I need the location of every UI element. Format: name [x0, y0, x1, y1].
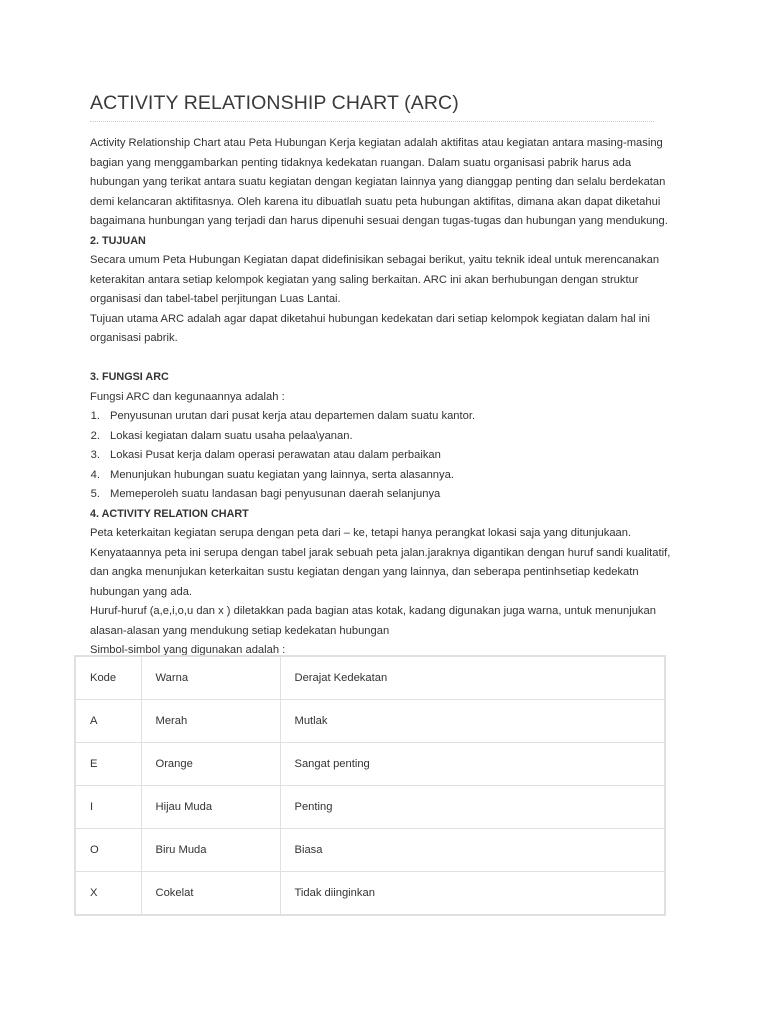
- arc-paragraph-2: Kenyataannya peta ini serupa dengan tabel jarak sebuah peta jalan.jaraknya digantikan dengan huruf sandi kualitatif, dan angka menunjukan keterkaitan sustu kegiatan dengan yang lainnya, dan seberapa pentinhsetiap kedekatn hubungan yang ada.: [90, 546, 671, 598]
- list-item: [90, 466, 680, 486]
- symbol-table: [74, 655, 666, 916]
- header-kode: Kode: [75, 656, 141, 700]
- spacer: [90, 349, 680, 369]
- cell-warna: Cokelat: [141, 872, 280, 916]
- cell-warna: Hijau Muda: [141, 786, 280, 829]
- arc-paragraph-4: Simbol-simbol yang digunakan adalah :: [90, 644, 286, 656]
- cell-derajat: Tidak diinginkan: [280, 872, 665, 916]
- section-heading-fungsi: 3. FUNGSI ARC: [90, 371, 169, 383]
- intro-paragraph: Activity Relationship Chart atau Peta Hubungan Kerja kegiatan adalah aktifitas atau kegiatan antara masing-masing bagian yang menggambarkan penting tidaknya kedekatan ruangan. Dalam suatu organisasi pabrik harus ada hubungan yang terikat antara suatu kegiatan dengan kegiatan lainnya yang dianggap penting dan selalu berdekatan demi kelancaran aktifitasnya. Oleh karena itu dibuatlah suatu peta hubungan aktifitas, dimana akan dapat diketahui bagaimana hunbungan yang terjadi dan harus dipenuhi sesuai dengan tugas-tugas dan hubungan yang mendukung.: [90, 137, 668, 227]
- cell-kode: A: [75, 700, 141, 743]
- fungsi-list: [90, 407, 680, 505]
- cell-warna: Biru Muda: [141, 829, 280, 872]
- list-number: 1.: [90, 410, 100, 422]
- cell-warna: Merah: [141, 700, 280, 743]
- fungsi-intro: Fungsi ARC dan kegunaannya adalah :: [90, 390, 285, 403]
- list-text: Menunjukan hubungan suatu kegiatan yang lainnya, serta alasannya.: [110, 468, 454, 481]
- cell-kode: X: [75, 872, 141, 916]
- list-item: [90, 446, 680, 466]
- list-item: [90, 427, 680, 447]
- arc-paragraph-1: Peta keterkaitan kegiatan serupa dengan peta dari – ke, tetapi hanya perangkat lokasi saja yang ditunjukaan.: [90, 527, 632, 539]
- table-row: [75, 786, 665, 829]
- list-text: Memeperoleh suatu landasan bagi penyusunan daerah selanjunya: [110, 488, 441, 500]
- list-number: 2.: [90, 429, 100, 442]
- list-item: [90, 485, 680, 505]
- page-title: ACTIVITY RELATIONSHIP CHART (ARC): [90, 92, 654, 122]
- cell-kode: E: [75, 743, 141, 786]
- list-number: 4.: [90, 468, 100, 481]
- table-row: [75, 829, 665, 872]
- document-body: [90, 134, 680, 661]
- tujuan-paragraph-2: Tujuan utama ARC adalah agar dapat diketahui hubungan kedekatan dari setiap kelompok kegiatan dalam hal ini organisasi pabrik.: [90, 312, 650, 344]
- list-number: 3.: [90, 449, 100, 461]
- cell-kode: O: [75, 829, 141, 872]
- header-warna: Warna: [141, 656, 280, 700]
- cell-derajat: Penting: [280, 786, 665, 829]
- tujuan-paragraph-1: Secara umum Peta Hubungan Kegiatan dapat didefinisikan sebagai berikut, yaitu teknik ideal untuk merencanakan keterakitan antara setiap kelompok kegiatan yang saling berkaitan. ARC ini akan berhubungan dengan struktur organisasi dan tabel-tabel perjitungan Luas Lantai.: [90, 254, 660, 305]
- list-number: 5.: [90, 488, 100, 500]
- table-row: [75, 872, 665, 916]
- arc-paragraph-3: Huruf-huruf (a,e,i,o,u dan x ) diletakkan pada bagian atas kotak, kadang digunakan juga warna, untuk menunjukan alasan-alasan yang mendukung setiap kedekatan hubungan: [90, 605, 656, 637]
- cell-warna: Orange: [141, 743, 280, 786]
- cell-derajat: Sangat penting: [280, 743, 665, 786]
- cell-kode: I: [75, 786, 141, 829]
- table-row: [75, 743, 665, 786]
- cell-derajat: Biasa: [280, 829, 665, 872]
- list-text: Lokasi kegiatan dalam suatu usaha pelaa\yanan.: [110, 429, 353, 442]
- list-item: [90, 407, 680, 427]
- list-text: Lokasi Pusat kerja dalam operasi perawatan atau dalam perbaikan: [110, 449, 441, 461]
- section-heading-tujuan: 2. TUJUAN: [90, 234, 146, 247]
- header-derajat: Derajat Kedekatan: [280, 656, 665, 700]
- table-header-row: [75, 656, 665, 700]
- cell-derajat: Mutlak: [280, 700, 665, 743]
- section-heading-arc: 4. ACTIVITY RELATION CHART: [90, 507, 249, 520]
- list-text: Penyusunan urutan dari pusat kerja atau departemen dalam suatu kantor.: [110, 410, 476, 422]
- table-row: [75, 700, 665, 743]
